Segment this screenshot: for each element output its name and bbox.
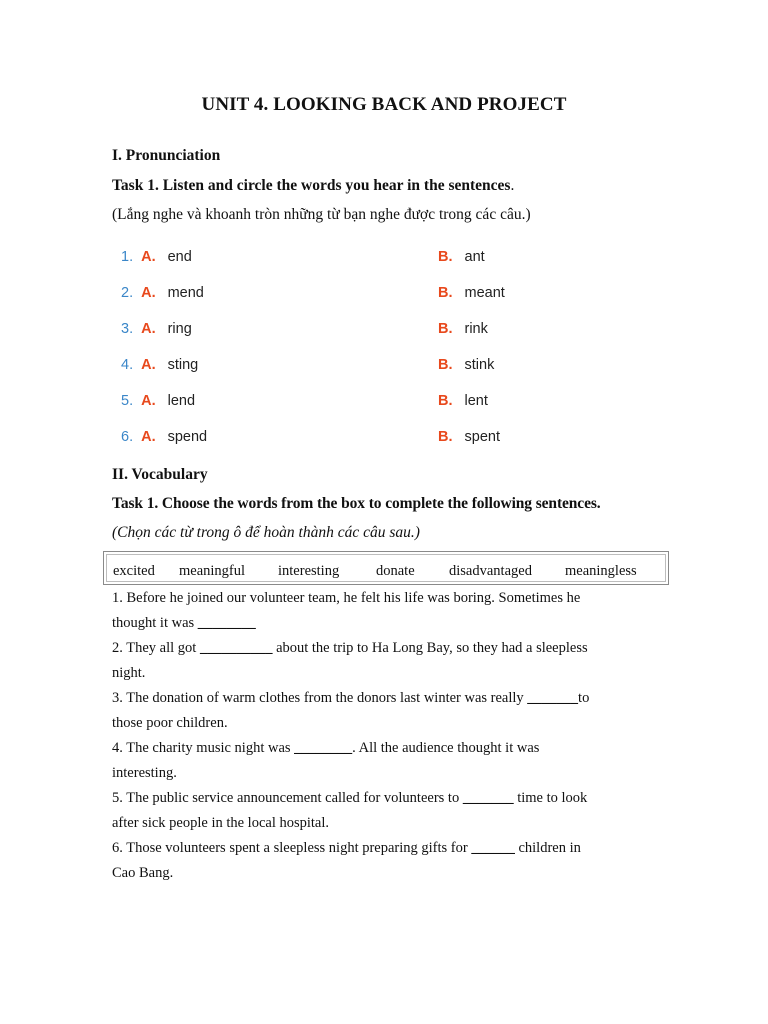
page-title: UNIT 4. LOOKING BACK AND PROJECT: [201, 94, 567, 115]
option-word-a: mend: [167, 285, 204, 301]
line-text-after: to: [578, 690, 590, 706]
option-number: 3.: [121, 321, 134, 337]
answer-blank: ________: [294, 740, 353, 756]
option-word-a: sting: [167, 357, 199, 373]
option-a: [121, 249, 192, 265]
line-text-after: . All the audience thought it was: [352, 740, 540, 756]
option-letter-a: A.: [141, 429, 156, 445]
sentence-line: [112, 665, 145, 682]
section-heading-vocabulary: II. Vocabulary: [112, 466, 208, 483]
line-text: interesting.: [112, 765, 177, 781]
option-a: [121, 321, 192, 337]
vocabulary-task-label: Task 1. Choose the words from the box to complete the following sentences.: [112, 495, 601, 512]
line-text: 5. The public service announcement called for volunteers to: [112, 790, 463, 806]
answer-blank: _______: [527, 690, 579, 706]
answer-blank: ________: [197, 615, 256, 631]
sentence-line: [112, 690, 589, 707]
answer-blank: __________: [199, 640, 273, 656]
sentence-line: [112, 615, 256, 632]
option-b: [438, 429, 500, 445]
line-text: thought it was: [112, 615, 198, 631]
sentence-line: [112, 815, 329, 832]
line-text: after sick people in the local hospital.: [112, 815, 330, 831]
line-text: 6. Those volunteers spent a sleepless night preparing gifts for: [112, 840, 472, 856]
option-word-a: ring: [167, 321, 192, 337]
option-letter-b: B.: [438, 321, 453, 337]
option-a: [121, 357, 198, 373]
line-text-after: about the trip to Ha Long Bay, so they had a sleepless: [272, 640, 588, 656]
task-label-text: Task 1. Listen and circle the words you hear in the sentences: [112, 177, 511, 194]
option-letter-b: B.: [438, 393, 453, 409]
option-word-b: lent: [464, 393, 488, 409]
sentence-line: [112, 790, 587, 807]
box-word: excited: [113, 563, 155, 579]
answer-blank: _______: [462, 790, 514, 806]
sentence-line: [112, 765, 177, 782]
option-word-b: meant: [464, 285, 505, 301]
option-word-b: stink: [464, 357, 495, 373]
line-text-after: children in: [514, 840, 581, 856]
sentence-line: [112, 740, 539, 757]
option-a: [121, 429, 207, 445]
box-word: donate: [376, 563, 415, 579]
option-word-a: spend: [167, 429, 208, 445]
option-letter-a: A.: [141, 321, 156, 337]
option-a: [121, 285, 204, 301]
option-letter-a: A.: [141, 285, 156, 301]
box-word: meaningless: [565, 563, 637, 579]
task-label-period: .: [510, 177, 515, 194]
sentence-line: [112, 840, 581, 857]
line-text: 2. They all got: [112, 640, 200, 656]
option-a: [121, 393, 195, 409]
box-word: meaningful: [179, 563, 246, 579]
option-number: 2.: [121, 285, 134, 301]
option-b: [438, 249, 485, 265]
vocabulary-translation: (Chọn các từ trong ô để hoàn thành các câu sau.): [112, 524, 420, 541]
box-word: disadvantaged: [449, 563, 532, 579]
word-box: [103, 551, 669, 585]
sentence-line: [112, 865, 173, 882]
box-word: interesting: [278, 563, 340, 579]
option-letter-a: A.: [141, 393, 156, 409]
line-text: 4. The charity music night was: [112, 740, 295, 756]
option-word-a: end: [167, 249, 192, 265]
pronunciation-translation: (Lắng nghe và khoanh tròn những từ bạn nghe được trong các câu.): [112, 206, 531, 223]
pronunciation-task-label: [112, 177, 514, 195]
option-b: [438, 357, 494, 373]
option-letter-b: B.: [438, 249, 453, 265]
option-number: 4.: [121, 357, 134, 373]
sentence-line: [112, 715, 228, 732]
option-letter-a: A.: [141, 249, 156, 265]
line-text: night.: [112, 665, 146, 681]
option-letter-a: A.: [141, 357, 156, 373]
sentence-line: [112, 590, 580, 607]
option-letter-b: B.: [438, 429, 453, 445]
option-letter-b: B.: [438, 285, 453, 301]
line-text: Cao Bang.: [112, 865, 174, 881]
option-word-b: ant: [464, 249, 485, 265]
option-number: 5.: [121, 393, 134, 409]
option-word-b: rink: [464, 321, 488, 337]
option-word-b: spent: [464, 429, 500, 445]
option-b: [438, 285, 505, 301]
line-text: 3. The donation of warm clothes from the donors last winter was really: [112, 690, 528, 706]
section-heading-pronunciation: I. Pronunciation: [112, 147, 221, 164]
line-text: those poor children.: [112, 715, 228, 731]
line-text: 1. Before he joined our volunteer team, he felt his life was boring. Sometimes he: [112, 590, 581, 606]
line-text-after: time to look: [513, 790, 588, 806]
option-number: 1.: [121, 249, 134, 265]
option-number: 6.: [121, 429, 134, 445]
sentence-line: [112, 640, 588, 657]
option-word-a: lend: [167, 393, 196, 409]
option-b: [438, 321, 488, 337]
answer-blank: ______: [471, 840, 515, 856]
option-b: [438, 393, 488, 409]
option-letter-b: B.: [438, 357, 453, 373]
